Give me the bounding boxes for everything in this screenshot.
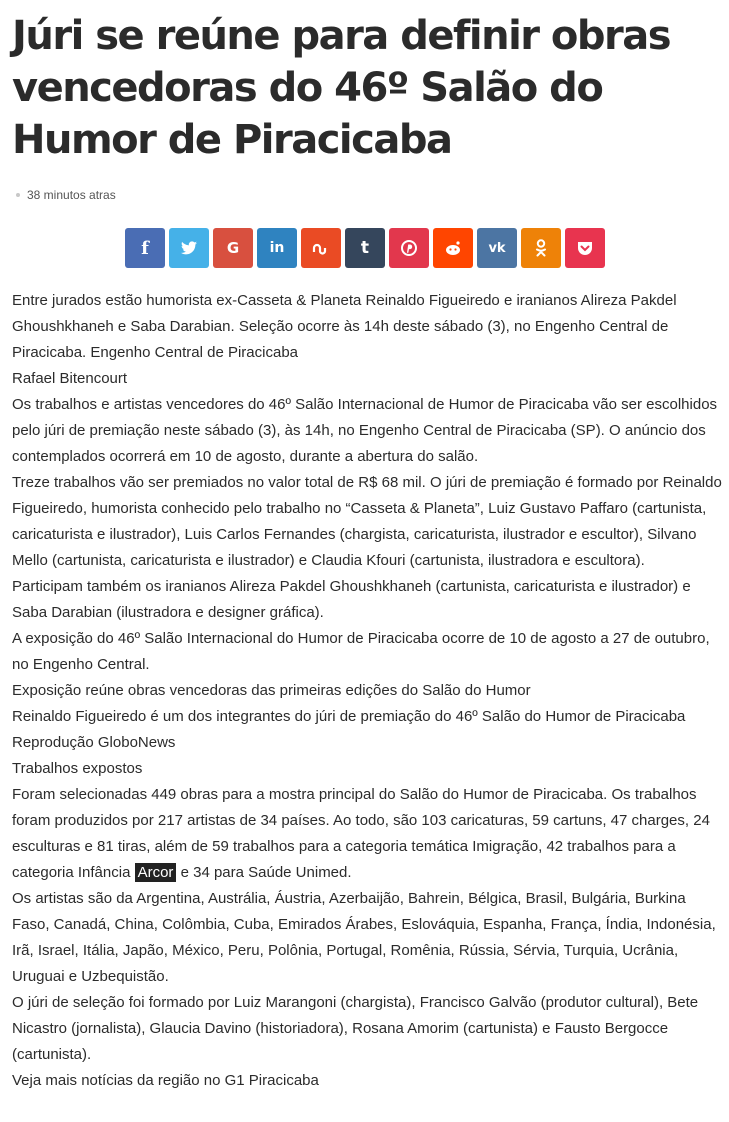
- vk-icon: vk: [488, 240, 506, 256]
- twitter-icon: [181, 241, 197, 255]
- paragraph-text: e 34 para Saúde Unimed.: [176, 864, 352, 881]
- pocket-icon: [577, 241, 593, 256]
- article-meta: [16, 186, 116, 204]
- article-paragraph: Participam também os iranianos Alireza Pakdel Ghoushkhaneh (cartunista, caricaturista e ilustrador) e Saba Darabian (ilustradora e designer gráfica).: [12, 578, 691, 621]
- article-paragraph: Os artistas são da Argentina, Austrália, Áustria, Azerbaijão, Bahrein, Bélgica, Brasil, Bulgária, Burkina Faso, Canadá, China, Colômbia, Cuba, Emirados Árabes, Eslováquia, Espanha, França, Índia, Indonésia, Irã, Israel, Itália, Japão, México, Peru, Polônia, Portugal, Romênia, Rússia, Sérvia, Turquia, Ucrânia, Uruguai e Uzbequistão.: [12, 890, 716, 985]
- article-title: Júri se reúne para definir obras vencedoras do 46º Salão do Humor de Piracicaba: [12, 13, 671, 163]
- section-subheading: Trabalhos expostos: [12, 760, 143, 777]
- google-share-button[interactable]: [213, 228, 253, 268]
- related-news-link[interactable]: Veja mais notícias da região no G1 Piracicaba: [12, 1072, 319, 1089]
- tumblr-share-button[interactable]: [345, 228, 385, 268]
- bullet-icon: [16, 193, 20, 197]
- photo-credit: Reprodução GloboNews: [12, 734, 176, 751]
- article-paragraph: [12, 782, 722, 886]
- facebook-share-button[interactable]: [125, 228, 165, 268]
- article-paragraph: Entre jurados estão humorista ex-Casseta & Planeta Reinaldo Figueiredo e iranianos Alireza Pakdel Ghoushkhaneh e Saba Darabian. Seleção ocorre às 14h deste sábado (3), no Engenho Central de Piracicaba. Engenho Central de Piracicaba: [12, 292, 677, 361]
- article-paragraph: O júri de seleção foi formado por Luiz Marangoni (chargista), Francisco Galvão (produtor cultural), Bete Nicastro (jornalista), Glaucia Davino (historiadora), Rosana Amorim (cartunista) e Fausto Bergocce (cartunista).: [12, 994, 699, 1063]
- pinterest-share-button[interactable]: [389, 228, 429, 268]
- reddit-share-button[interactable]: [433, 228, 473, 268]
- reddit-icon: [444, 240, 462, 256]
- odnoklassniki-icon: [534, 239, 548, 257]
- linkedin-icon: in: [269, 240, 285, 256]
- stumbleupon-share-button[interactable]: [301, 228, 341, 268]
- article-paragraph: Treze trabalhos vão ser premiados no valor total de R$ 68 mil. O júri de premiação é formado por Reinaldo Figueiredo, humorista conhecido pelo trabalho no “Casseta & Planeta”, Luiz Gustavo Paffaro (cartunista, caricaturista e ilustrador), Luis Carlos Fernandes (chargista, caricaturista, ilustrador e escultor), Silvano Mello (cartunista, caricaturista e ilustrador) e Claudia Kfouri (cartunista, ilustradora e escultora).: [12, 474, 722, 569]
- share-bar: [125, 228, 605, 268]
- pinterest-icon: [401, 240, 417, 256]
- odnoklassniki-share-button[interactable]: [521, 228, 561, 268]
- twitter-share-button[interactable]: [169, 228, 209, 268]
- google-icon: G: [226, 239, 240, 257]
- tumblr-icon: t: [360, 238, 370, 258]
- facebook-icon: f: [141, 237, 149, 259]
- highlighted-keyword[interactable]: Arcor: [135, 863, 177, 882]
- image-caption: Reinaldo Figueiredo é um dos integrantes do júri de premiação do 46º Salão do Humor de Piracicaba: [12, 708, 686, 725]
- stumbleupon-icon: [312, 242, 330, 255]
- article-body: [12, 288, 722, 1094]
- article-paragraph: Os trabalhos e artistas vencedores do 46º Salão Internacional de Humor de Piracicaba vão ser escolhidos pelo júri de premiação neste sábado (3), às 14h, no Engenho Central de Piracicaba (SP). O anúncio dos contemplados ocorrerá em 10 de agosto, durante a abertura do salão.: [12, 396, 718, 465]
- linkedin-share-button[interactable]: [257, 228, 297, 268]
- article-paragraph: A exposição do 46º Salão Internacional do Humor de Piracicaba ocorre de 10 de agosto a 27 de outubro, no Engenho Central.: [12, 630, 710, 673]
- paragraph-text: Foram selecionadas 449 obras para a mostra principal do Salão do Humor de Piracicaba. Os trabalhos foram produzidos por 217 artistas de 34 países. Ao todo, são 103 caricaturas, 59 cartuns, 47 charges, 24 esculturas e 81 tiras, além de 59 trabalhos para a categoria temática Imigração, 42 trabalhos para a categoria Infância: [12, 786, 710, 881]
- pocket-share-button[interactable]: [565, 228, 605, 268]
- vk-share-button[interactable]: [477, 228, 517, 268]
- image-caption: Exposição reúne obras vencedoras das primeiras edições do Salão do Humor: [12, 682, 531, 699]
- published-time: 38 minutos atras: [27, 188, 116, 202]
- photo-credit: Rafael Bitencourt: [12, 370, 128, 387]
